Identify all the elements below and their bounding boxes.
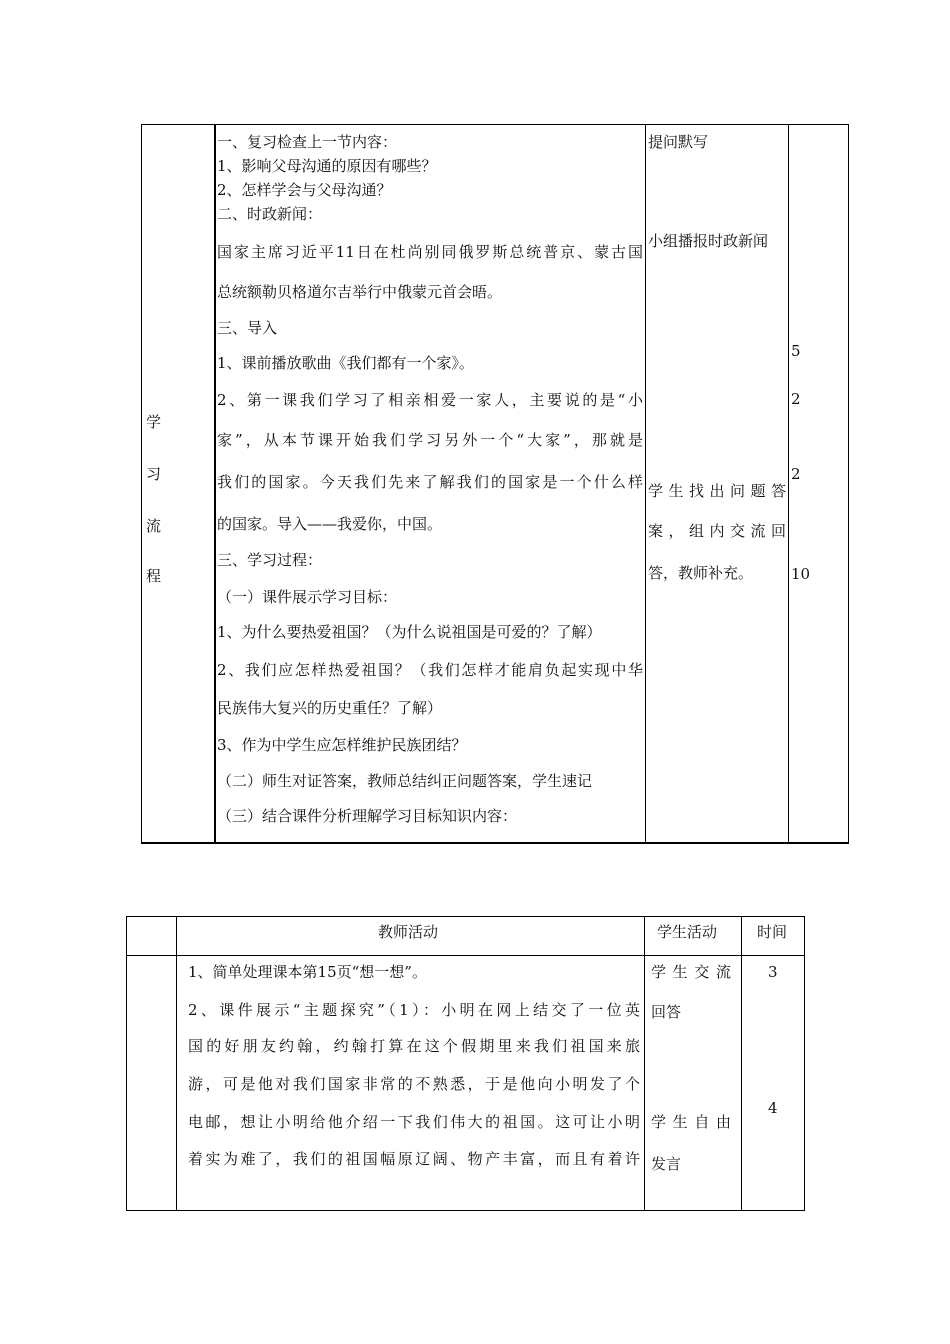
news-text-line-1: 国家主席习近平11日在杜尚别同俄罗斯总统普京、蒙古国 [217,243,643,261]
student-activity-a-line-2: 回答 [651,1003,682,1021]
goal-heading: （一）课件展示学习目标： [217,588,398,606]
teacher-line-3: 国的好朋友约翰，约翰打算在这个假期里来我们祖国来旅 [188,1037,640,1055]
time-value: 2 [791,390,801,408]
goal-1: 1、为什么要热爱祖国？（为什么说祖国是可爱的？了解） [217,623,602,641]
step-3: （三）结合课件分析理解学习目标知识内容： [217,807,518,825]
intro-item-2-line-3: 我们的国家。今天我们先来了解我们的国家是一个什么样 [217,473,643,491]
activity-answer-line-3: 答，教师补充。 [648,564,754,582]
header-teacher-activity: 教师活动 [378,923,439,941]
review-question-1: 1、影响父母沟通的原因有哪些？ [217,157,437,175]
student-activity-a-line-1: 学生交流 [651,963,731,981]
teacher-line-5: 电邮，想让小明给他介绍一下我们伟大的祖国。这可让小明 [188,1113,640,1131]
activity-answer-line-1: 学生找出问题答 [648,482,786,500]
side-label-char-2: 习 [146,465,162,483]
intro-item-2-line-4: 的国家。导入——我爱你，中国。 [217,515,443,533]
header-student-activity: 学生活动 [657,923,718,941]
teacher-line-4: 游，可是他对我们国家非常的不熟悉，于是他向小明发了个 [188,1075,640,1093]
intro-item-2-line-2: 家”，从本节课开始我们学习另外一个“大家”，那就是 [217,431,643,449]
news-heading: 二、时政新闻： [217,205,323,223]
teacher-line-2: 2、课件展示“主题探究”（1）：小明在网上结交了一位英 [188,1001,640,1019]
side-label-char-1: 学 [146,413,162,431]
news-text-line-2: 总统额勒贝格道尔吉举行中俄蒙元首会晤。 [217,283,503,301]
time-value: 4 [768,1099,778,1117]
goal-2-line-1: 2、我们应怎样热爱祖国？（我们怎样才能肩负起实现中华 [217,661,643,679]
student-activity-b-line-2: 发言 [651,1155,682,1173]
time-value: 2 [791,465,801,483]
step-2: （二）师生对证答案，教师总结纠正问题答案，学生速记 [217,772,593,790]
process-heading: 三、学习过程： [217,551,323,569]
student-activity-b-line-1: 学生自由 [651,1113,731,1131]
activity-news: 小组播报时政新闻 [648,232,769,250]
review-heading: 一、复习检查上一节内容： [217,133,398,151]
time-value: 5 [791,342,801,360]
teacher-line-1: 1、简单处理课本第15页“想一想”。 [188,963,427,981]
intro-heading: 三、导入 [217,319,278,337]
goal-3: 3、作为中学生应怎样维护民族团结？ [217,736,467,754]
goal-2-line-2: 民族伟大复兴的历史重任？了解） [217,699,443,717]
time-value: 3 [768,963,778,981]
activity-answer-line-2: 案，组内交流回 [648,522,786,540]
side-label-char-3: 流 [146,517,162,535]
header-time: 时间 [757,923,788,941]
teacher-line-6: 着实为难了，我们的祖国幅原辽阔、物产丰富，而且有着许 [188,1150,640,1168]
side-label-char-4: 程 [146,567,162,585]
intro-item-2-line-1: 2、第一课我们学习了相亲相爱一家人，主要说的是“小 [217,391,643,409]
intro-item-1: 1、课前播放歌曲《我们都有一个家》。 [217,354,475,372]
review-question-2: 2、怎样学会与父母沟通？ [217,181,392,199]
time-value: 10 [791,565,811,583]
activity-recite: 提问默写 [648,133,709,151]
